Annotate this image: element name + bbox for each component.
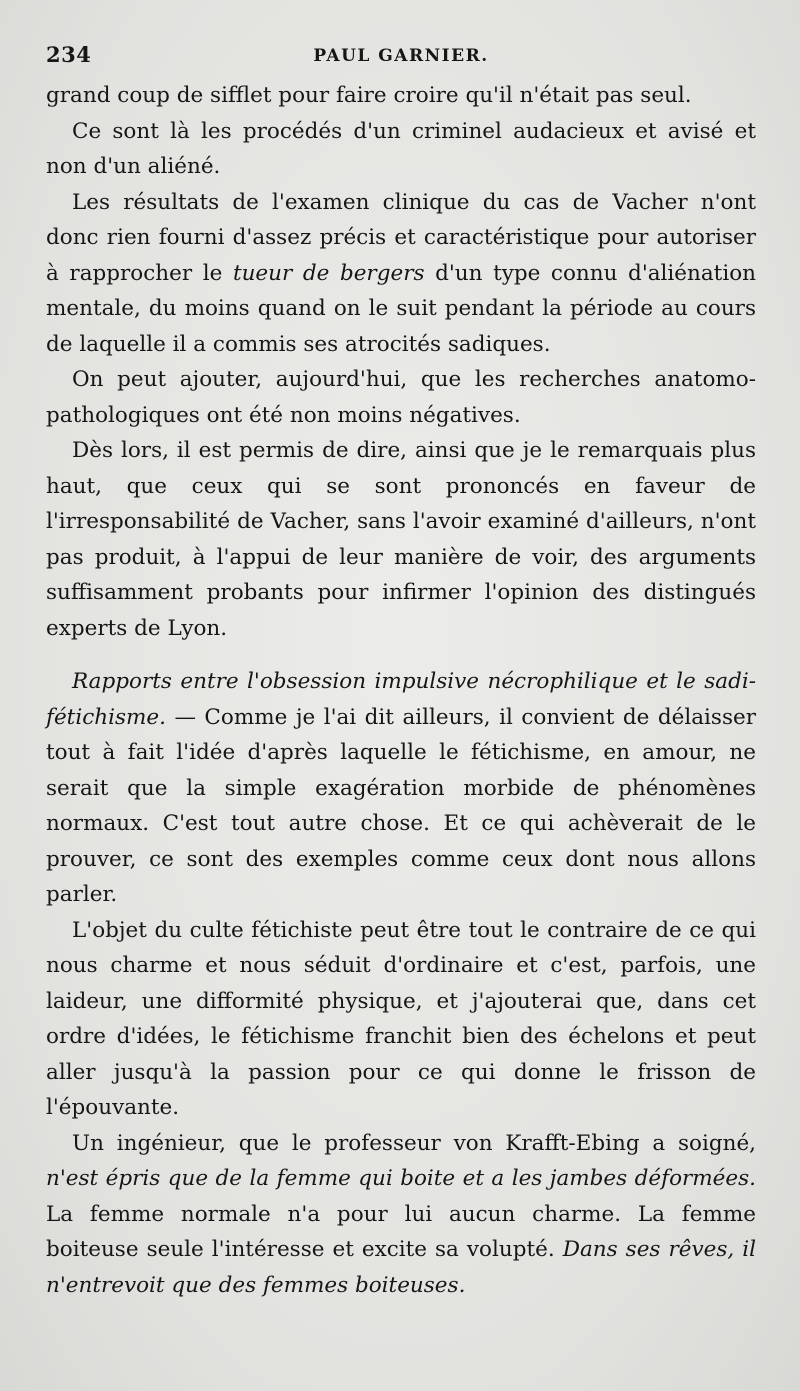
italic-tueur-de-bergers: tueur de bergers xyxy=(232,260,425,286)
paragraph-ingenieur xyxy=(46,1126,756,1304)
body-text xyxy=(46,78,756,1303)
paragraph-continuation: grand coup de sifflet pour faire croire qu'il n'était pas seul. xyxy=(46,83,692,108)
running-head xyxy=(46,38,756,78)
text-run: Les résultats de l'examen clinique du cas de Vacher n'ont donc rien fourni d'assez précis et caractéristique pour autoriser à rapprocher le xyxy=(46,189,756,286)
paragraph-anatomo: On peut ajouter, aujourd'hui, que les recherches anatomo-pathologiques ont été non moins négatives. xyxy=(46,367,756,428)
italic-epris: n'est épris que de la femme qui boite et a les jambes déformées. xyxy=(46,1166,756,1191)
text-run: — Comme je l'ai dit ailleurs, il convient de délaisser tout à fait l'idée d'après laquelle le fétichisme, en amour, ne serait que la simple exagération morbide de phénomènes normaux. C'est tout autre chose. Et ce qui achèverait de le prouver, ce sont des exemples comme ceux dont nous allons parler. xyxy=(46,704,756,907)
paragraph-criminel: Ce sont là les procédés d'un criminel audacieux et avisé et non d'un aliéné. xyxy=(46,118,756,179)
section-heading-italic: Rapports entre l'obsession impulsive nécrophilique et le sadi-fétichisme. xyxy=(46,669,756,730)
text-run: d'un type connu d'aliénation mentale, du moins quand on le suit pendant la période au cours de laquelle il a commis ses atrocités sadiques. xyxy=(46,260,756,357)
text-run: La femme normale n'a pour lui aucun charme. La femme boiteuse seule l'intéresse et excite sa volupté. xyxy=(46,1201,756,1262)
running-title: PAUL GARNIER. xyxy=(313,46,489,66)
paragraph-resultats xyxy=(46,185,756,363)
text-run: Un ingénieur, que le professeur von Krafft-Ebing a soigné, xyxy=(72,1130,756,1156)
paragraph-rapports xyxy=(46,664,756,913)
italic-reves: Dans ses rêves, il n'entrevoit que des femmes boiteuses. xyxy=(46,1237,756,1298)
page-number: 234 xyxy=(46,42,92,67)
paragraph-objet-du-culte: L'objet du culte fétichiste peut être tout le contraire de ce qui nous charme et nous séduit d'ordinaire et c'est, parfois, une laideur, une difformité physique, et j'ajouterai que, dans cet ordre d'idées, le fétichisme franchit bien des échelons et peut aller jusqu'à la passion pour ce qui donne le frisson de l'épouvante. xyxy=(46,917,756,1120)
paragraph-des-lors: Dès lors, il est permis de dire, ainsi que je le remarquais plus haut, que ceux qui se sont prononcés en faveur de l'irresponsabilité de Vacher, sans l'avoir examiné d'ailleurs, n'ont pas produit, à l'appui de leur manière de voir, des arguments suffisamment probants pour infirmer l'opinion des distingués experts de Lyon. xyxy=(46,438,756,641)
